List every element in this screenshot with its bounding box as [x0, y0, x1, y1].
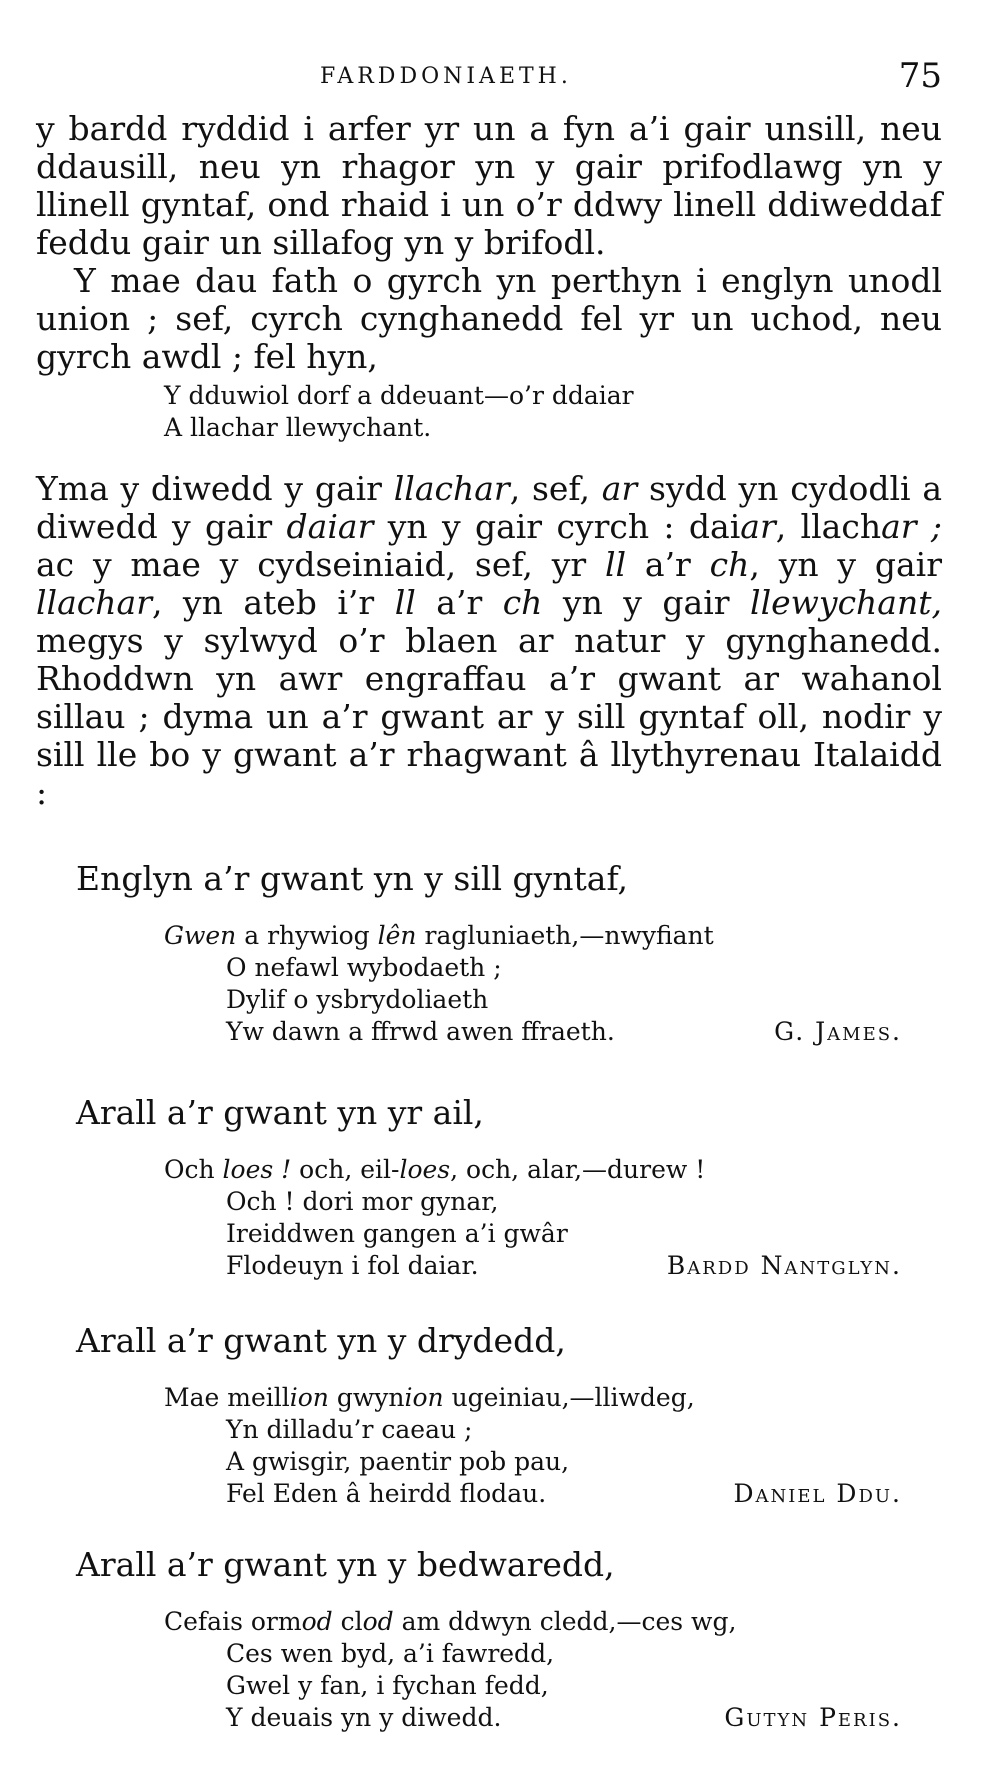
poem-line: Ces wen byd, a’i fawredd, — [226, 1639, 555, 1668]
poem-line: Yn dilladu’r caeau ; — [226, 1415, 473, 1444]
poem-line: Gwel y fan, i fychan fedd, — [226, 1671, 549, 1700]
section-heading: Arall a’r gwant yn yr ail, — [76, 1093, 484, 1132]
poem-line: Fel Eden â heirdd flodau. Daniel Ddu. — [226, 1479, 902, 1508]
paragraph-3: Yma y diwedd y gair llachar, sef, ar sydd yn cydodli a diwedd y gair daiar yn y gair cyrch : daiar, llachar ; ac y mae y cydseiniaid, sef, yr ll a’r ch, yn y gair llachar, yn ateb i’r ll a’r ch yn y gair llewychant, megys y sylwyd o’r blaen ar natur y gynghanedd. Rhoddwn yn awr engraffau a’r gwant ar wahanol sillau ; dyma un a’r gwant ar y sill gyntaf oll, nodir y sill lle bo y gwant a’r rhagwant â llythyrenau Italaidd : — [36, 469, 943, 812]
poem-line: Gwen a rhywiog lên ragluniaeth,—nwyfiant — [164, 921, 714, 950]
paragraph-2: Y mae dau fath o gyrch yn perthyn i englyn unodl union ; sef, cyrch cynghanedd fel yr un uchod, neu gyrch awdl ; fel hyn, — [36, 261, 942, 376]
englyn-poem — [164, 1382, 924, 1510]
poem-attribution: G. James. — [774, 1017, 902, 1046]
englyn-poem — [164, 1606, 924, 1734]
poem-attribution: Gutyn Peris. — [724, 1703, 902, 1732]
englyn-poem — [164, 920, 924, 1048]
poem-line: Ireiddwen gangen a’i gwâr — [226, 1219, 568, 1248]
page-header — [0, 56, 1000, 100]
poem-line: Cefais ormod clod am ddwyn cledd,—ces wg, — [164, 1607, 737, 1636]
poem-line: Och ! dori mor gynar, — [226, 1187, 499, 1216]
poem-line: Y dduwiol dorf a ddeuant—o’r ddaiar — [164, 381, 634, 410]
paragraph-1: y bardd ryddid i arfer yr un a fyn a’i gair unsill, neu ddausill, neu yn rhagor yn y gair prifodlawg yn y llinell gyntaf, ond rhaid i un o’r ddwy linell ddiweddaf feddu gair un sillafog yn y brifodl. — [36, 109, 942, 262]
englyn-poem — [164, 1154, 924, 1282]
quote-englyn-example — [164, 380, 924, 444]
paragraph-explanation — [36, 470, 942, 812]
poem-line: Yw dawn a ffrwd awen ffraeth. G. James. — [226, 1017, 902, 1046]
poem-line: O nefawl wybodaeth ; — [226, 953, 502, 982]
section-heading: Arall a’r gwant yn y bedwaredd, — [76, 1545, 615, 1584]
paragraph-continued — [36, 110, 942, 262]
poem-line: A llachar llewychant. — [164, 413, 432, 442]
poem-line: Och loes ! och, eil-loes, och, alar,—durew ! — [164, 1155, 706, 1184]
poem-line: Dylif o ysbrydoliaeth — [226, 985, 489, 1014]
running-head: FARDDONIAETH. — [320, 64, 572, 89]
section-heading: Arall a’r gwant yn y drydedd, — [76, 1321, 566, 1360]
poem-attribution: Daniel Ddu. — [733, 1479, 902, 1508]
poem-line: Flodeuyn i fol daiar. Bardd Nantglyn. — [226, 1251, 902, 1280]
poem-line: Mae meillion gwynion ugeiniau,—lliwdeg, — [164, 1383, 695, 1412]
poem-line: Y deuais yn y diwedd. Gutyn Peris. — [226, 1703, 902, 1732]
page-number: 75 — [898, 56, 942, 96]
section-heading: Englyn a’r gwant yn y sill gyntaf, — [76, 859, 628, 898]
paragraph-cyrch — [36, 262, 942, 376]
poem-attribution: Bardd Nantglyn. — [666, 1251, 902, 1280]
poem-line: A gwisgir, paentir pob pau, — [226, 1447, 570, 1476]
